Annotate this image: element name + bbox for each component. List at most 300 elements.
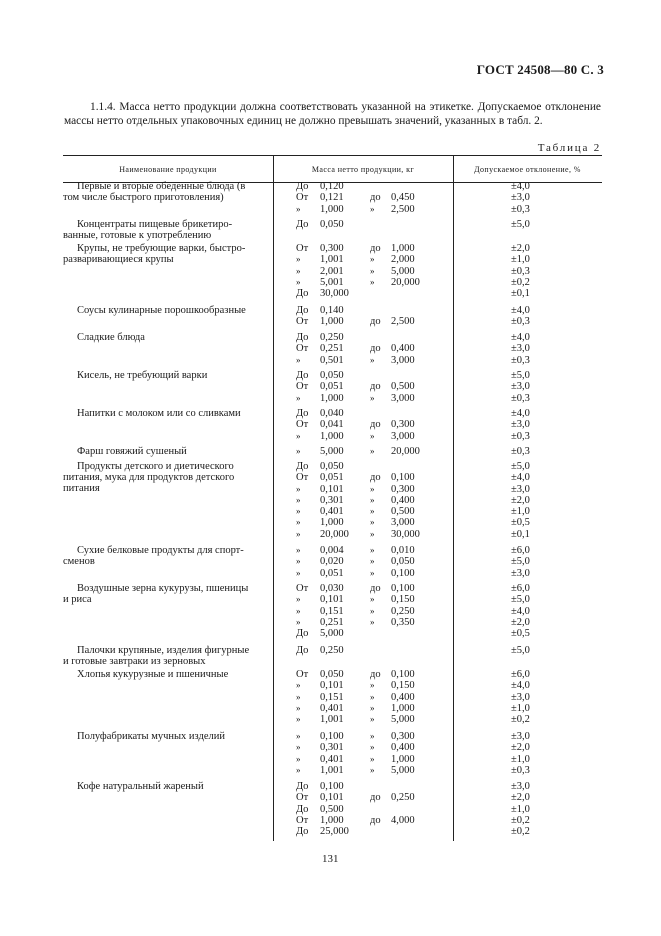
mass-pre: До xyxy=(296,305,309,316)
product-name-line: Сладкие блюда xyxy=(77,332,145,343)
mass-v2: 0,010 xyxy=(391,545,415,556)
tolerance-cell xyxy=(511,731,551,776)
mass-v1: 0,051 xyxy=(320,567,344,579)
mass-line xyxy=(296,266,476,277)
table-label: Таблица 2 xyxy=(537,142,601,154)
mass-mid: до xyxy=(370,192,381,204)
mass-v1: 0,250 xyxy=(320,645,344,656)
product-name-line: питания, мука для продуктов детского xyxy=(63,472,235,483)
mass-v2: 1,000 xyxy=(391,753,415,765)
mass-line xyxy=(296,181,476,192)
product-name xyxy=(63,545,269,567)
tolerance-value: ±0,1 xyxy=(511,288,530,300)
column-header-tolerance: Допускаемое отклонение, % xyxy=(474,164,581,174)
mass-v1: 0,020 xyxy=(320,556,344,568)
mass-mid: » xyxy=(370,680,375,691)
product-name xyxy=(63,461,269,494)
mass-mid: » xyxy=(370,545,375,555)
mass-line xyxy=(296,446,476,457)
mass-v1: 0,004 xyxy=(320,545,344,556)
mass-v1: 0,051 xyxy=(320,381,344,393)
mass-pre: От xyxy=(296,472,309,484)
mass-cell xyxy=(296,669,476,725)
tolerance-value: ±3,0 xyxy=(511,192,530,204)
mass-v2: 0,100 xyxy=(391,472,415,484)
mass-mid: до xyxy=(370,343,381,355)
product-name-line: том числе быстрого приготовления) xyxy=(63,192,224,203)
mass-v2: 0,300 xyxy=(391,419,415,431)
mass-v1: 0,030 xyxy=(320,583,344,594)
mass-v1: 0,300 xyxy=(320,243,344,254)
mass-pre: » xyxy=(296,753,301,764)
tolerance-value: ±0,3 xyxy=(511,764,530,776)
mass-v1: 0,501 xyxy=(320,354,344,366)
tolerance-value: ±0,2 xyxy=(511,276,530,288)
mass-mid: до xyxy=(370,472,381,484)
mass-line xyxy=(296,583,476,594)
mass-line xyxy=(296,517,476,528)
tolerance-value: ±6,0 xyxy=(511,545,530,556)
product-name-line: Концентраты пищевые брикетиро- xyxy=(77,219,233,230)
tolerance-value: ±2,0 xyxy=(511,742,530,754)
mass-v2: 0,400 xyxy=(391,691,415,703)
mass-v1: 0,050 xyxy=(320,219,344,230)
tolerance-cell xyxy=(511,461,551,540)
tolerance-value: ±3,0 xyxy=(511,343,530,355)
tolerance-value: ±0,3 xyxy=(511,203,530,215)
mass-mid: » xyxy=(370,556,375,567)
mass-line xyxy=(296,419,476,430)
product-name-line: Первые и вторые обеденные блюда (в xyxy=(77,181,246,192)
mass-pre: » xyxy=(296,616,301,627)
mass-v2: 3,000 xyxy=(391,517,415,529)
tolerance-value: ±4,0 xyxy=(511,680,530,692)
tolerance-cell xyxy=(511,645,551,656)
mass-cell xyxy=(296,332,476,366)
mass-mid: » xyxy=(370,494,375,505)
tolerance-value: ±2,0 xyxy=(511,792,530,804)
mass-v1: 0,100 xyxy=(320,731,344,742)
mass-v1: 25,000 xyxy=(320,826,349,838)
mass-v2: 0,050 xyxy=(391,556,415,568)
mass-v1: 1,001 xyxy=(320,764,344,776)
mass-line xyxy=(296,495,476,506)
mass-mid: » xyxy=(370,430,375,441)
mass-pre: До xyxy=(296,803,309,815)
mass-mid: » xyxy=(370,764,375,775)
mass-line xyxy=(296,529,476,540)
mass-v2: 0,500 xyxy=(391,381,415,393)
mass-mid: » xyxy=(370,506,375,517)
product-name-line: Полуфабрикаты мучных изделий xyxy=(77,731,225,742)
mass-v2: 5,000 xyxy=(391,714,415,726)
mass-line xyxy=(296,393,476,404)
mass-cell xyxy=(296,181,476,215)
mass-v1: 0,101 xyxy=(320,594,344,606)
mass-pre: До xyxy=(296,628,309,640)
mass-v1: 0,101 xyxy=(320,680,344,692)
mass-pre: » xyxy=(296,430,301,441)
tolerance-value: ±0,3 xyxy=(511,354,530,366)
tolerance-cell xyxy=(511,370,551,404)
mass-v1: 0,040 xyxy=(320,408,344,419)
mass-mid: » xyxy=(370,567,375,578)
mass-pre: От xyxy=(296,243,309,254)
mass-mid: » xyxy=(370,254,375,265)
mass-line xyxy=(296,680,476,691)
mass-line xyxy=(296,742,476,753)
mass-v2: 1,000 xyxy=(391,702,415,714)
product-name-line: Напитки с молоком или со сливками xyxy=(77,408,241,419)
mass-mid: » xyxy=(370,276,375,287)
table-header xyxy=(63,155,602,183)
product-name xyxy=(63,181,269,203)
mass-pre: До xyxy=(296,826,309,838)
mass-mid: до xyxy=(370,583,381,594)
mass-mid: » xyxy=(370,753,375,764)
tolerance-value: ±5,0 xyxy=(511,556,530,568)
product-name-line: Кисель, не требующий варки xyxy=(77,370,208,381)
tolerance-value: ±5,0 xyxy=(511,594,530,606)
mass-pre: До xyxy=(296,645,309,656)
mass-line xyxy=(296,243,476,254)
mass-cell xyxy=(296,781,476,837)
mass-v1: 5,000 xyxy=(320,446,344,457)
mass-line xyxy=(296,781,476,792)
product-name xyxy=(63,669,269,680)
mass-v2: 0,350 xyxy=(391,616,415,628)
mass-pre: » xyxy=(296,731,301,741)
mass-line xyxy=(296,277,476,288)
mass-mid: » xyxy=(370,203,375,214)
mass-v1: 1,000 xyxy=(320,316,344,328)
mass-pre: До xyxy=(296,408,309,419)
mass-pre: До xyxy=(296,288,309,300)
tolerance-value: ±4,0 xyxy=(511,408,530,419)
mass-v1: 1,000 xyxy=(320,430,344,442)
mass-cell xyxy=(296,305,476,328)
mass-v1: 0,121 xyxy=(320,192,344,204)
mass-v1: 0,101 xyxy=(320,483,344,495)
mass-pre: От xyxy=(296,419,309,431)
tolerance-value: ±2,0 xyxy=(511,494,530,506)
tolerance-value: ±0,3 xyxy=(511,430,530,442)
mass-line xyxy=(296,484,476,495)
tolerance-value: ±5,0 xyxy=(511,219,530,230)
mass-v2: 30,000 xyxy=(391,528,420,540)
tolerance-cell xyxy=(511,305,551,328)
product-name-line: Крупы, не требующие варки, быстро- xyxy=(77,243,246,254)
mass-v2: 20,000 xyxy=(391,276,420,288)
mass-v2: 2,500 xyxy=(391,316,415,328)
mass-v1: 5,001 xyxy=(320,276,344,288)
mass-pre: До xyxy=(296,332,309,343)
product-name-line: Хлопья кукурузные и пшеничные xyxy=(77,669,229,680)
mass-v2: 0,250 xyxy=(391,605,415,617)
mass-cell xyxy=(296,446,476,457)
mass-v1: 0,301 xyxy=(320,742,344,754)
mass-cell xyxy=(296,731,476,776)
mass-mid: » xyxy=(370,731,375,741)
mass-v2: 0,500 xyxy=(391,506,415,518)
mass-mid: » xyxy=(370,528,375,539)
mass-v2: 0,100 xyxy=(391,567,415,579)
tolerance-value: ±4,0 xyxy=(511,605,530,617)
product-name xyxy=(63,305,269,316)
product-name xyxy=(63,408,269,419)
mass-line xyxy=(296,754,476,765)
product-name-line: Соусы кулинарные порошкообразные xyxy=(77,305,246,316)
column-header-mass: Масса нетто продукции, кг xyxy=(311,164,415,174)
mass-line xyxy=(296,343,476,354)
mass-line xyxy=(296,370,476,381)
product-name xyxy=(63,243,269,265)
product-name-line: и риса xyxy=(63,594,92,605)
mass-v2: 0,400 xyxy=(391,494,415,506)
mass-cell xyxy=(296,243,476,299)
mass-v1: 0,050 xyxy=(320,461,344,472)
mass-mid: до xyxy=(370,814,381,826)
tolerance-value: ±1,0 xyxy=(511,506,530,518)
mass-mid: » xyxy=(370,483,375,494)
mass-v1: 0,251 xyxy=(320,616,344,628)
mass-line xyxy=(296,594,476,605)
mass-mid: » xyxy=(370,742,375,753)
mass-pre: » xyxy=(296,742,301,753)
mass-line xyxy=(296,568,476,579)
tolerance-cell xyxy=(511,181,551,215)
mass-line xyxy=(296,804,476,815)
mass-pre: От xyxy=(296,792,309,804)
tolerance-value: ±5,0 xyxy=(511,461,530,472)
tolerance-value: ±0,2 xyxy=(511,814,530,826)
product-name-line: сменов xyxy=(63,556,95,567)
tolerance-value: ±6,0 xyxy=(511,669,530,680)
mass-v2: 0,300 xyxy=(391,483,415,495)
mass-v1: 1,001 xyxy=(320,714,344,726)
mass-mid: » xyxy=(370,702,375,713)
mass-cell xyxy=(296,583,476,639)
mass-pre: До xyxy=(296,219,309,230)
mass-cell xyxy=(296,545,476,579)
tolerance-cell xyxy=(511,545,551,579)
mass-line xyxy=(296,617,476,628)
mass-v1: 0,500 xyxy=(320,803,344,815)
mass-mid: » xyxy=(370,446,375,456)
mass-mid: до xyxy=(370,792,381,804)
mass-line xyxy=(296,305,476,316)
mass-v1: 0,051 xyxy=(320,472,344,484)
mass-v2: 0,300 xyxy=(391,731,415,742)
mass-line xyxy=(296,254,476,265)
mass-v1: 1,000 xyxy=(320,392,344,404)
mass-v1: 0,101 xyxy=(320,792,344,804)
mass-v1: 0,050 xyxy=(320,370,344,381)
tolerance-value: ±0,2 xyxy=(511,714,530,726)
mass-line xyxy=(296,545,476,556)
mass-v2: 0,250 xyxy=(391,792,415,804)
product-name xyxy=(63,781,269,792)
tolerance-value: ±3,0 xyxy=(511,419,530,431)
mass-line xyxy=(296,792,476,803)
tolerance-value: ±4,0 xyxy=(511,332,530,343)
mass-pre: » xyxy=(296,254,301,265)
mass-line xyxy=(296,826,476,837)
mass-line xyxy=(296,606,476,617)
mass-mid: » xyxy=(370,714,375,725)
mass-mid: до xyxy=(370,669,381,680)
mass-v1: 1,000 xyxy=(320,517,344,529)
mass-pre: » xyxy=(296,567,301,578)
mass-v2: 5,000 xyxy=(391,265,415,277)
mass-v2: 0,450 xyxy=(391,192,415,204)
mass-pre: » xyxy=(296,691,301,702)
mass-pre: » xyxy=(296,506,301,517)
mass-line xyxy=(296,692,476,703)
mass-v1: 0,401 xyxy=(320,506,344,518)
mass-cell xyxy=(296,219,476,230)
mass-pre: До xyxy=(296,181,309,192)
tolerance-cell xyxy=(511,408,551,442)
mass-v1: 0,151 xyxy=(320,691,344,703)
mass-pre: » xyxy=(296,594,301,605)
product-name-line: Воздушные зерна кукурузы, пшеницы xyxy=(77,583,249,594)
tolerance-cell xyxy=(511,219,551,230)
mass-mid: до xyxy=(370,419,381,431)
mass-line xyxy=(296,381,476,392)
tolerance-cell xyxy=(511,243,551,299)
tolerance-value: ±2,0 xyxy=(511,616,530,628)
tolerance-cell xyxy=(511,583,551,639)
mass-line xyxy=(296,408,476,419)
product-name-line: ванные, готовые к употреблению xyxy=(63,230,212,241)
tolerance-value: ±2,0 xyxy=(511,243,530,254)
mass-line xyxy=(296,506,476,517)
mass-v2: 3,000 xyxy=(391,430,415,442)
mass-v2: 0,100 xyxy=(391,669,415,680)
mass-pre: » xyxy=(296,203,301,214)
mass-line xyxy=(296,332,476,343)
mass-v2: 2,500 xyxy=(391,203,415,215)
product-name-line: Фарш говяжий сушеный xyxy=(77,446,187,457)
tolerance-value: ±0,2 xyxy=(511,826,530,838)
product-name xyxy=(63,370,269,381)
mass-line xyxy=(296,765,476,776)
mass-pre: » xyxy=(296,392,301,403)
mass-v1: 0,050 xyxy=(320,669,344,680)
tolerance-value: ±3,0 xyxy=(511,691,530,703)
mass-line xyxy=(296,431,476,442)
tolerance-value: ±0,5 xyxy=(511,517,530,529)
product-name-line: Кофе натуральный жареный xyxy=(77,781,204,792)
mass-v2: 0,400 xyxy=(391,742,415,754)
mass-mid: » xyxy=(370,691,375,702)
mass-v1: 1,001 xyxy=(320,254,344,266)
mass-pre: » xyxy=(296,714,301,725)
product-name xyxy=(63,332,269,343)
tolerance-value: ±0,5 xyxy=(511,628,530,640)
product-name xyxy=(63,645,269,667)
mass-v1: 1,000 xyxy=(320,814,344,826)
mass-pre: От xyxy=(296,583,309,594)
tolerance-value: ±5,0 xyxy=(511,370,530,381)
product-name-line: Сухие белковые продукты для спорт- xyxy=(77,545,244,556)
mass-line xyxy=(296,731,476,742)
mass-line xyxy=(296,204,476,215)
mass-pre: До xyxy=(296,781,309,792)
mass-v1: 0,041 xyxy=(320,419,344,431)
product-name xyxy=(63,446,269,457)
product-name-line: разваривающиеся крупы xyxy=(63,254,174,265)
mass-line xyxy=(296,669,476,680)
tolerance-value: ±4,0 xyxy=(511,472,530,484)
mass-pre: » xyxy=(296,545,301,555)
product-name xyxy=(63,731,269,742)
tolerance-value: ±3,0 xyxy=(511,781,530,792)
product-name-line: Продукты детского и диетического xyxy=(77,461,234,472)
page-header: ГОСТ 24508—80 С. 3 xyxy=(476,62,604,77)
intro-paragraph: 1.1.4. Масса нетто продукции должна соответствовать указанной на этикетке. Допускаемое отклонение массы нетто отдельных упаковочных единиц не должно превышать значений, указанных в табл. 2. xyxy=(64,101,601,127)
mass-v1: 1,000 xyxy=(320,203,344,215)
mass-pre: От xyxy=(296,343,309,355)
mass-pre: » xyxy=(296,605,301,616)
mass-pre: » xyxy=(296,265,301,276)
tolerance-value: ±0,3 xyxy=(511,316,530,328)
tolerance-value: ±6,0 xyxy=(511,583,530,594)
mass-v1: 0,251 xyxy=(320,343,344,355)
mass-pre: От xyxy=(296,814,309,826)
mass-mid: » xyxy=(370,354,375,365)
mass-line xyxy=(296,355,476,366)
tolerance-value: ±3,0 xyxy=(511,731,530,742)
mass-line xyxy=(296,192,476,203)
mass-v2: 0,150 xyxy=(391,680,415,692)
mass-v2: 2,000 xyxy=(391,254,415,266)
mass-line xyxy=(296,472,476,483)
mass-v2: 20,000 xyxy=(391,446,420,457)
mass-pre: До xyxy=(296,461,309,472)
product-name xyxy=(63,219,269,241)
mass-v2: 0,100 xyxy=(391,583,415,594)
tolerance-value: ±0,1 xyxy=(511,528,530,540)
mass-v1: 0,301 xyxy=(320,494,344,506)
product-name-line: Палочки крупяные, изделия фигурные xyxy=(77,645,250,656)
tolerance-value: ±1,0 xyxy=(511,753,530,765)
mass-pre: От xyxy=(296,316,309,328)
mass-v1: 2,001 xyxy=(320,265,344,277)
tolerance-value: ±1,0 xyxy=(511,254,530,266)
mass-pre: » xyxy=(296,556,301,567)
tolerance-value: ±5,0 xyxy=(511,645,530,656)
tolerance-value: ±0,3 xyxy=(511,265,530,277)
mass-v2: 4,000 xyxy=(391,814,415,826)
mass-pre: » xyxy=(296,276,301,287)
mass-v2: 0,400 xyxy=(391,343,415,355)
mass-pre: » xyxy=(296,517,301,528)
mass-v1: 30,000 xyxy=(320,288,349,300)
mass-v1: 0,401 xyxy=(320,702,344,714)
mass-v1: 0,100 xyxy=(320,781,344,792)
mass-v2: 3,000 xyxy=(391,392,415,404)
mass-v1: 0,140 xyxy=(320,305,344,316)
tolerance-cell xyxy=(511,781,551,837)
mass-line xyxy=(296,714,476,725)
mass-pre: До xyxy=(296,370,309,381)
mass-pre: От xyxy=(296,381,309,393)
mass-mid: » xyxy=(370,265,375,276)
mass-line xyxy=(296,461,476,472)
mass-mid: » xyxy=(370,392,375,403)
